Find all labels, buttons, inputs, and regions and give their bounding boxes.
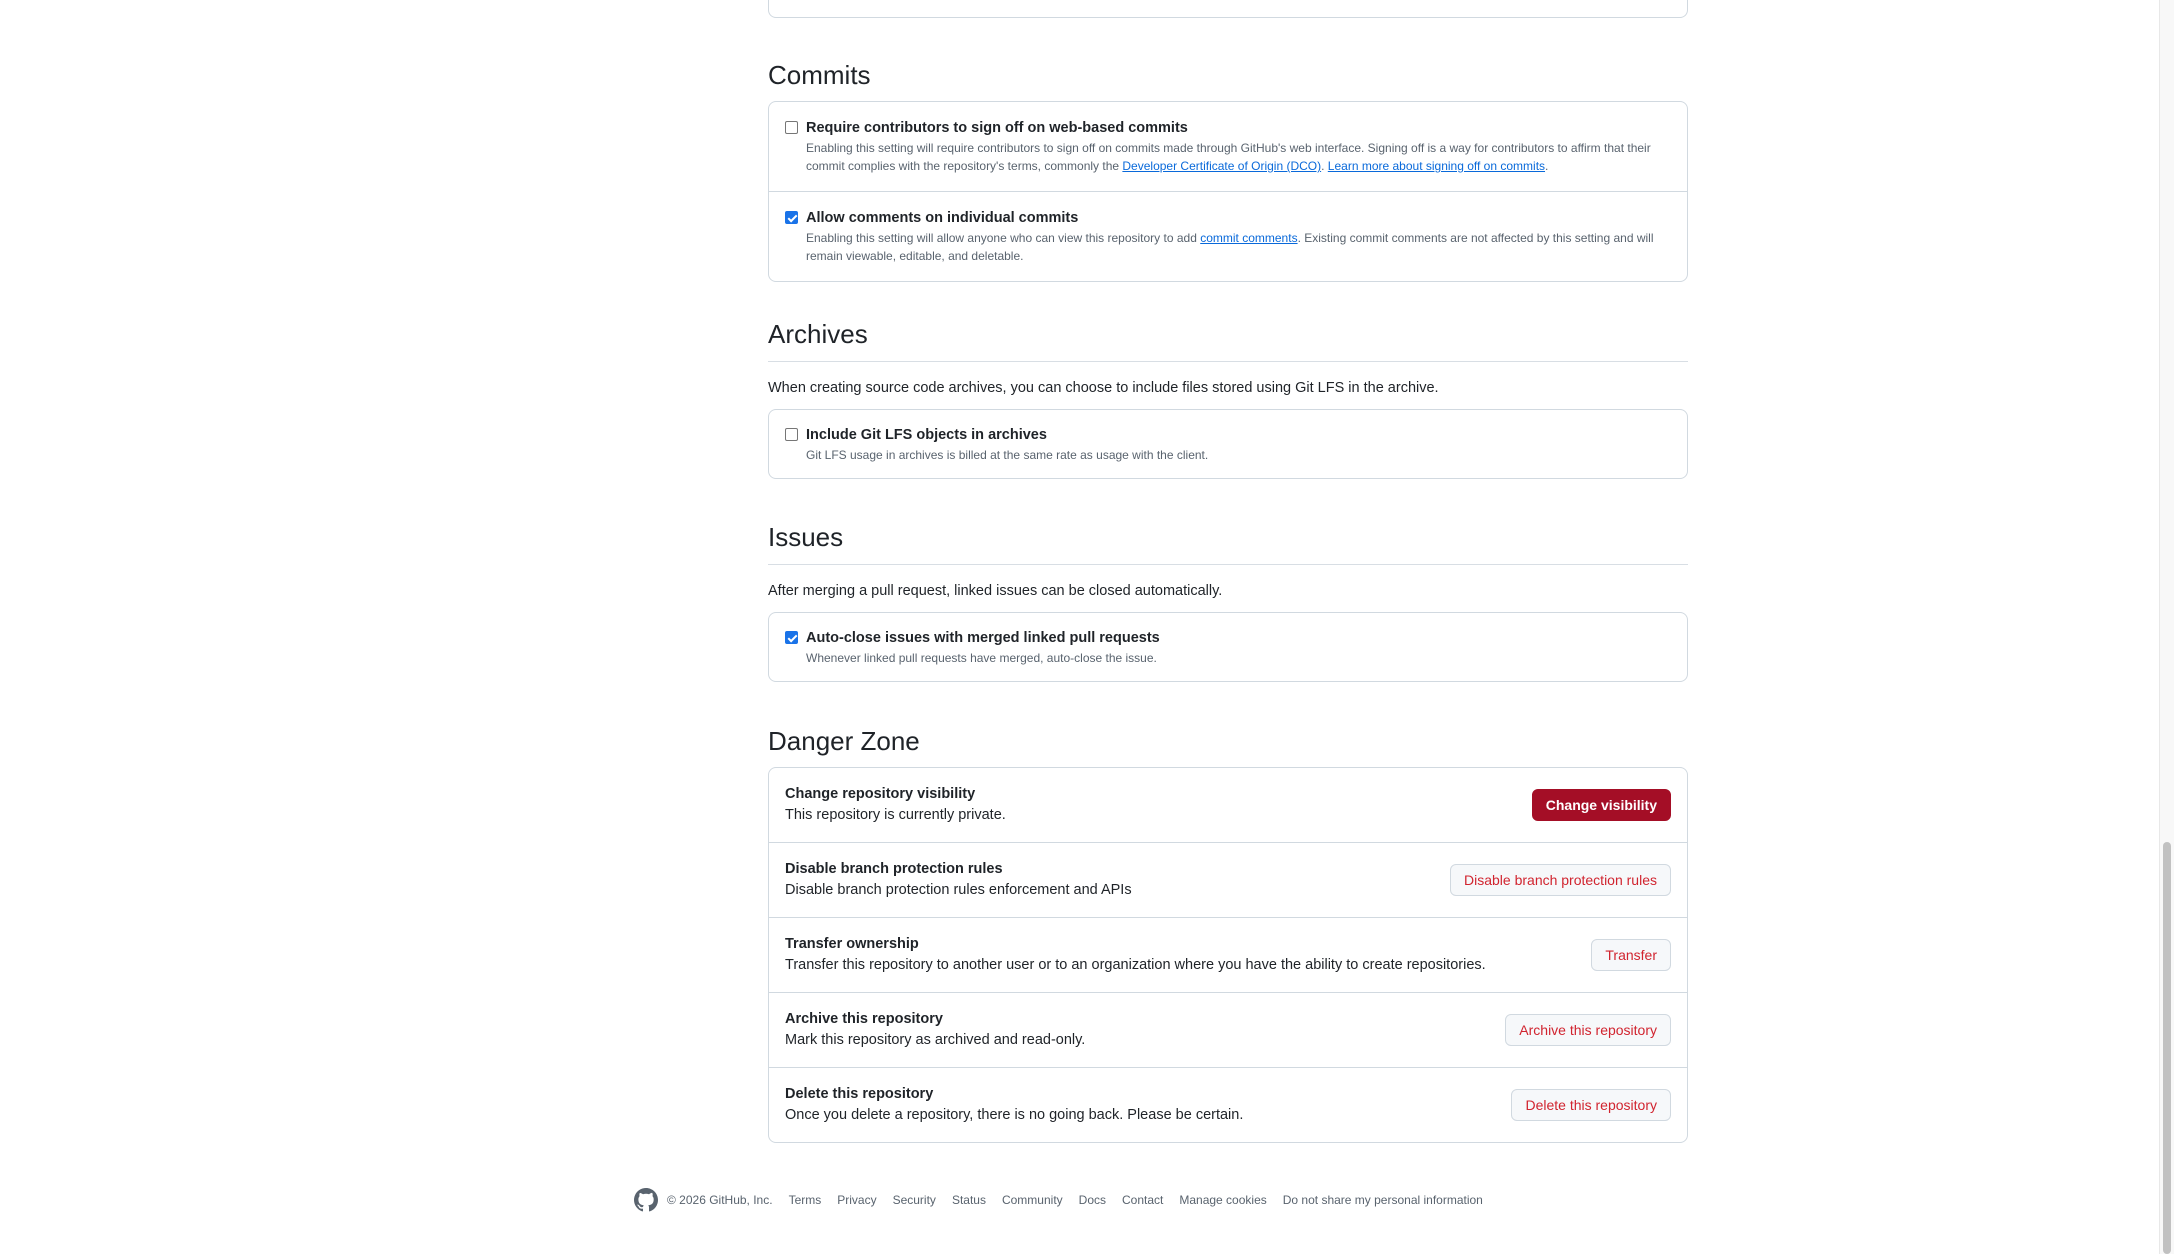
footer-copyright: © 2026 GitHub, Inc. xyxy=(667,1193,773,1207)
footer-link-terms[interactable]: Terms xyxy=(788,1193,822,1207)
delete-repository-button[interactable]: Delete this repository xyxy=(1511,1089,1671,1121)
lfs-archives-checkbox[interactable] xyxy=(785,428,798,441)
lfs-archives-title: Include Git LFS objects in archives xyxy=(806,427,1047,443)
auto-close-option xyxy=(769,613,1687,681)
danger-zone-heading: Danger Zone xyxy=(768,726,920,756)
footer-link-privacy[interactable]: Privacy xyxy=(837,1193,877,1207)
archives-intro: When creating source code archives, you can choose to include files stored using Git LFS in the archive. xyxy=(768,380,1439,396)
sign-off-checkbox[interactable] xyxy=(785,121,798,134)
issues-intro: After merging a pull request, linked issues can be closed automatically. xyxy=(768,583,1223,599)
issues-box xyxy=(768,612,1688,682)
disable-branch-protection-button[interactable]: Disable branch protection rules xyxy=(1450,864,1671,896)
commit-comments-desc-end: . Existing commit comments are not affected by this setting and will remain viewable, editable, and deletable. xyxy=(806,231,1654,263)
delete-description: Once you delete a repository, there is no going back. Please be certain. xyxy=(785,1107,1244,1123)
footer-link-docs[interactable]: Docs xyxy=(1078,1193,1106,1207)
branch-protection-description: Disable branch protection rules enforcement and APIs xyxy=(785,882,1132,898)
github-logo-icon[interactable] xyxy=(634,1188,658,1212)
delete-title: Delete this repository xyxy=(785,1086,934,1102)
commit-comments-desc-text: Enabling this setting will allow anyone who can view this repository to add xyxy=(806,231,1201,245)
transfer-button[interactable]: Transfer xyxy=(1591,939,1671,971)
commits-heading: Commits xyxy=(768,60,871,90)
branch-protection-title: Disable branch protection rules xyxy=(785,861,1003,877)
auto-close-title: Auto-close issues with merged linked pull requests xyxy=(806,630,1160,646)
sign-off-desc-end: . xyxy=(1545,159,1549,173)
delete-row xyxy=(769,1067,1687,1142)
transfer-row xyxy=(769,917,1687,992)
transfer-description: Transfer this repository to another user or to an organization where you have the ability to create repositories. xyxy=(785,957,1486,973)
footer-link-community[interactable]: Community xyxy=(1001,1193,1063,1207)
footer-link-manage-cookies[interactable]: Manage cookies xyxy=(1179,1193,1267,1207)
issues-heading: Issues xyxy=(768,522,844,552)
previous-section-box xyxy=(768,0,1688,18)
scrollbar-thumb[interactable] xyxy=(2163,842,2171,1254)
commit-comments-description xyxy=(806,229,1667,265)
sign-off-desc-sep: . xyxy=(1321,159,1328,173)
transfer-title: Transfer ownership xyxy=(785,936,919,952)
page-scrollbar[interactable] xyxy=(2159,0,2174,1254)
sign-off-desc-text: Enabling this setting will require contributors to sign off on commits made through GitHub's web interface. Signing off is a way for contributors to affirm that their commit complies with the repository's terms, commonly the xyxy=(806,141,1651,173)
site-footer xyxy=(634,1188,1499,1212)
footer-link-do-not-share[interactable]: Do not share my personal information xyxy=(1282,1193,1483,1207)
commit-comments-checkbox[interactable] xyxy=(785,211,798,224)
visibility-description: This repository is currently private. xyxy=(785,807,1006,823)
auto-close-checkbox[interactable] xyxy=(785,631,798,644)
lfs-archives-option xyxy=(769,410,1687,478)
commit-comments-title: Allow comments on individual commits xyxy=(806,210,1079,226)
commit-comments-link[interactable]: commit comments xyxy=(1200,231,1298,245)
footer-link-contact[interactable]: Contact xyxy=(1122,1193,1164,1207)
archive-repository-button[interactable]: Archive this repository xyxy=(1505,1014,1671,1046)
auto-close-description: Whenever linked pull requests have merged, auto-close the issue. xyxy=(806,651,1157,665)
archive-title: Archive this repository xyxy=(785,1011,943,1027)
sign-off-description xyxy=(806,139,1667,175)
commit-comments-option xyxy=(769,191,1687,281)
archives-box xyxy=(768,409,1688,479)
dco-link[interactable]: Developer Certificate of Origin (DCO) xyxy=(1122,159,1322,173)
visibility-title: Change repository visibility xyxy=(785,786,976,802)
danger-zone-box xyxy=(768,767,1688,1143)
visibility-row xyxy=(769,768,1687,842)
archives-divider xyxy=(768,361,1688,362)
footer-link-status[interactable]: Status xyxy=(951,1193,986,1207)
sign-off-title: Require contributors to sign off on web-based commits xyxy=(806,120,1188,136)
lfs-archives-description: Git LFS usage in archives is billed at the same rate as usage with the client. xyxy=(806,448,1209,462)
issues-divider xyxy=(768,564,1688,565)
archive-description: Mark this repository as archived and read-only. xyxy=(785,1032,1086,1048)
archive-row xyxy=(769,992,1687,1067)
branch-protection-row xyxy=(769,842,1687,917)
change-visibility-button[interactable]: Change visibility xyxy=(1532,789,1671,821)
footer-link-security[interactable]: Security xyxy=(892,1193,936,1207)
commits-box xyxy=(768,101,1688,282)
learn-sign-off-link[interactable]: Learn more about signing off on commits xyxy=(1327,159,1546,173)
archives-heading: Archives xyxy=(768,319,868,349)
sign-off-option xyxy=(769,102,1687,191)
